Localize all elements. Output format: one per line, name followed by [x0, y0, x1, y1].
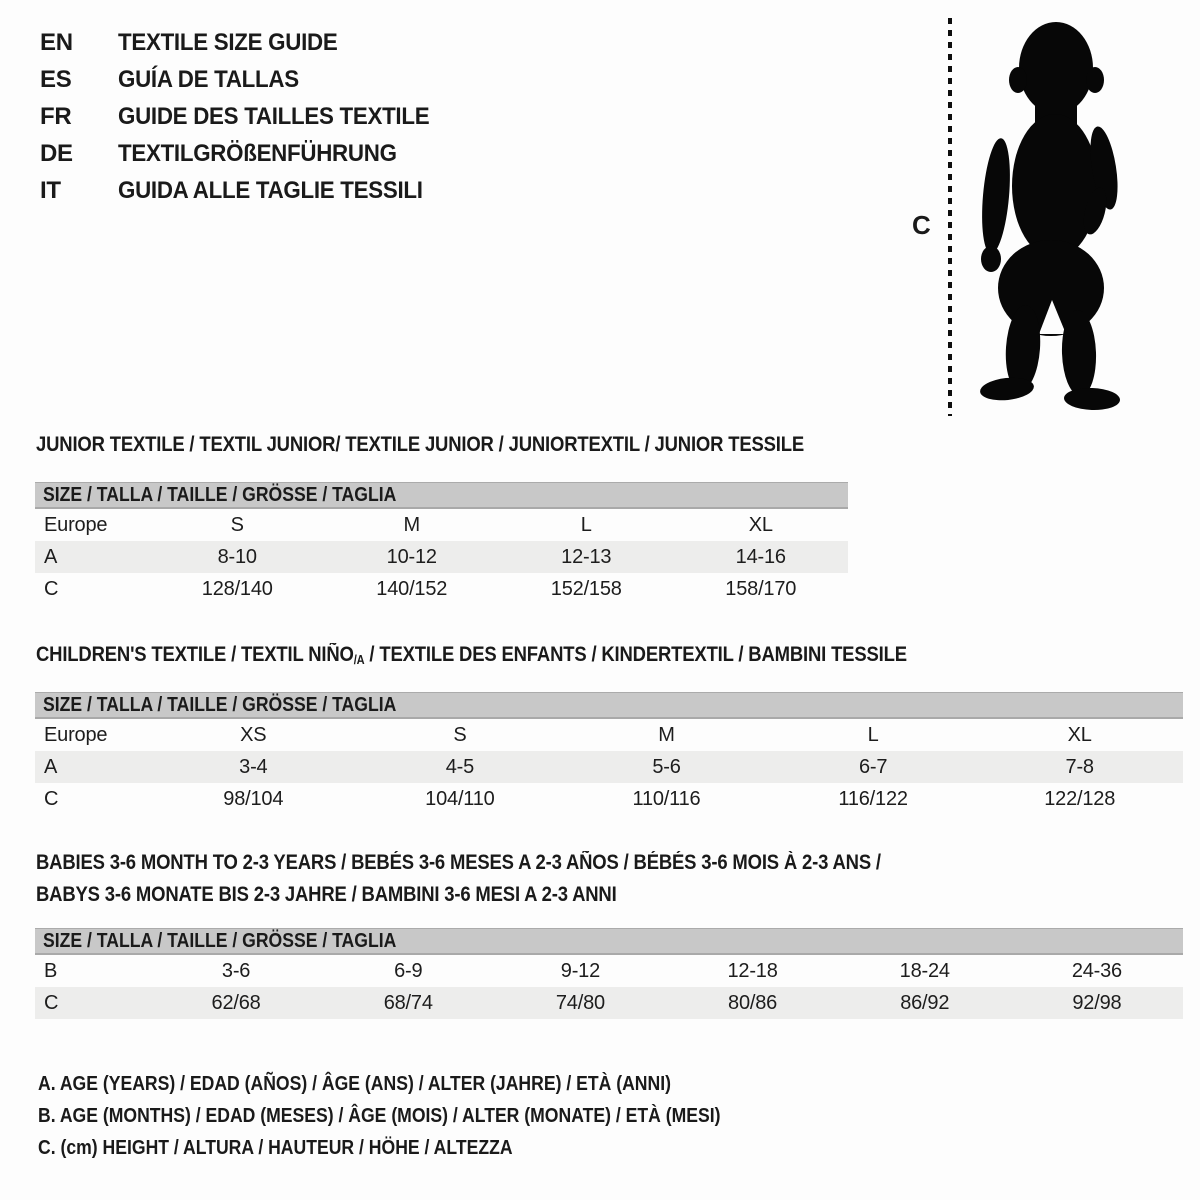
lang-title: GUIDA ALLE TAGLIE TESSILI — [118, 176, 423, 204]
height-cell: 62/68 — [211, 991, 261, 1014]
height-cell: 86/92 — [900, 991, 950, 1014]
height-measure-dashed-line — [948, 18, 952, 416]
lang-code: DE — [40, 139, 73, 167]
size-header-bar: SIZE / TALLA / TAILLE / GRÖSSE / TAGLIA — [35, 928, 1183, 955]
row-label: B — [44, 959, 58, 982]
size-cell: XL — [748, 513, 773, 536]
age-cell: 6-7 — [858, 755, 888, 778]
lang-row-en — [40, 24, 453, 61]
height-cell: 92/98 — [1072, 991, 1122, 1014]
junior-section-title: JUNIOR TEXTILE / TEXTIL JUNIOR/ TEXTILE JUNIOR / JUNIORTEXTIL / JUNIOR TESSILE — [36, 433, 805, 456]
table-row — [35, 573, 848, 605]
height-cell: 80/86 — [728, 991, 778, 1014]
row-label: C — [44, 787, 59, 810]
size-cell: M — [403, 513, 420, 536]
language-title-list — [40, 24, 453, 209]
table-row — [35, 987, 1183, 1019]
row-label: C — [44, 577, 59, 600]
lang-row-es — [40, 61, 453, 98]
size-cell: L — [580, 513, 592, 536]
age-cell: 10-12 — [386, 545, 437, 568]
table-row — [35, 751, 1183, 783]
lang-title: TEXTILE SIZE GUIDE — [118, 28, 338, 56]
silhouette-torso — [1012, 114, 1098, 258]
height-cell: 74/80 — [555, 991, 605, 1014]
legend-line-b: B. AGE (MONTHS) / EDAD (MESES) / ÂGE (MOIS) / ALTER (MONATE) / ETÀ (MESI) — [38, 1105, 721, 1127]
age-cell: 6-9 — [394, 959, 423, 982]
junior-size-table — [35, 482, 848, 605]
age-cell: 12-18 — [727, 959, 778, 982]
nino-a-subscript: /A — [353, 653, 365, 668]
lang-row-it — [40, 172, 453, 209]
lang-title: TEXTILGRÖßENFÜHRUNG — [118, 139, 397, 167]
silhouette-ear-left — [1009, 67, 1027, 93]
height-cell: 104/110 — [425, 787, 495, 810]
age-cell: 24-36 — [1071, 959, 1122, 982]
height-cell: 128/140 — [201, 577, 273, 600]
babies-section-title-line2: BABYS 3-6 MONATE BIS 2-3 JAHRE / BAMBINI 3-6 MESI A 2-3 ANNI — [36, 883, 617, 906]
height-cell: 116/122 — [838, 787, 908, 810]
table-row — [35, 955, 1183, 987]
lang-row-de — [40, 135, 453, 172]
silhouette-arm-left — [978, 137, 1014, 255]
legend-line-c: C. (cm) HEIGHT / ALTURA / HAUTEUR / HÖHE / ALTEZZA — [38, 1137, 513, 1159]
silhouette-hand-left — [981, 246, 1001, 272]
children-section-title: CHILDREN'S TEXTILE / TEXTIL $NIÑO_{/A}$ / TEXTILE DES ENFANTS / KINDERTEXTIL / BAMBINI TESSILE — [36, 643, 907, 668]
age-cell: 3-6 — [221, 959, 251, 982]
lang-code: FR — [40, 102, 72, 130]
lang-code: IT — [40, 176, 61, 204]
size-cell: S — [453, 723, 467, 746]
babies-section-title-line1: BABIES 3-6 MONTH TO 2-3 YEARS / BEBÉS 3-6 MESES A 2-3 AÑOS / BÉBÉS 3-6 MOIS À 2-3 ANS / — [36, 851, 881, 874]
legend-line-a: A. AGE (YEARS) / EDAD (AÑOS) / ÂGE (ANS) / ALTER (JAHRE) / ETÀ (ANNI) — [38, 1073, 671, 1095]
lang-code: EN — [40, 28, 73, 56]
row-label: Europe — [44, 723, 108, 746]
height-cell: 140/152 — [376, 577, 448, 600]
table-row — [35, 783, 1183, 815]
age-cell: 14-16 — [735, 545, 786, 568]
size-header-bar: SIZE / TALLA / TAILLE / GRÖSSE / TAGLIA — [35, 692, 1183, 719]
babies-size-table — [35, 928, 1183, 1019]
height-cell: 98/104 — [223, 787, 284, 810]
age-cell: 9-12 — [560, 959, 601, 982]
measure-legend — [38, 1068, 814, 1164]
table-row — [35, 541, 848, 573]
age-cell: 5-6 — [652, 755, 681, 778]
lang-title: GUÍA DE TALLAS — [118, 65, 299, 93]
height-cell: 158/170 — [725, 577, 797, 600]
row-label: C — [44, 991, 59, 1014]
height-cell: 122/128 — [1044, 787, 1116, 810]
row-label: A — [44, 545, 58, 568]
lang-row-fr — [40, 98, 453, 135]
age-cell: 18-24 — [899, 959, 950, 982]
row-label: Europe — [44, 513, 108, 536]
age-cell: 7-8 — [1065, 755, 1094, 778]
lang-code: ES — [40, 65, 72, 93]
age-cell: 4-5 — [445, 755, 475, 778]
row-label: A — [44, 755, 58, 778]
size-cell: M — [658, 723, 675, 746]
age-cell: 3-4 — [239, 755, 268, 778]
age-cell: 12-13 — [561, 545, 612, 568]
toddler-silhouette — [963, 16, 1141, 418]
children-size-table — [35, 692, 1183, 815]
height-cell: 68/74 — [383, 991, 433, 1014]
size-cell: XS — [240, 723, 267, 746]
table-row — [35, 719, 1183, 751]
size-cell: S — [230, 513, 244, 536]
height-cell: 110/116 — [632, 787, 701, 810]
size-header-bar: SIZE / TALLA / TAILLE / GRÖSSE / TAGLIA — [35, 482, 848, 509]
height-measure-label: C — [912, 210, 931, 240]
table-row — [35, 509, 848, 541]
age-cell: 8-10 — [217, 545, 257, 568]
lang-title: GUIDE DES TAILLES TEXTILE — [118, 102, 430, 130]
size-cell: XL — [1067, 723, 1092, 746]
silhouette-ear-right — [1086, 67, 1104, 93]
height-cell: 152/158 — [550, 577, 622, 600]
size-cell: L — [867, 723, 879, 746]
